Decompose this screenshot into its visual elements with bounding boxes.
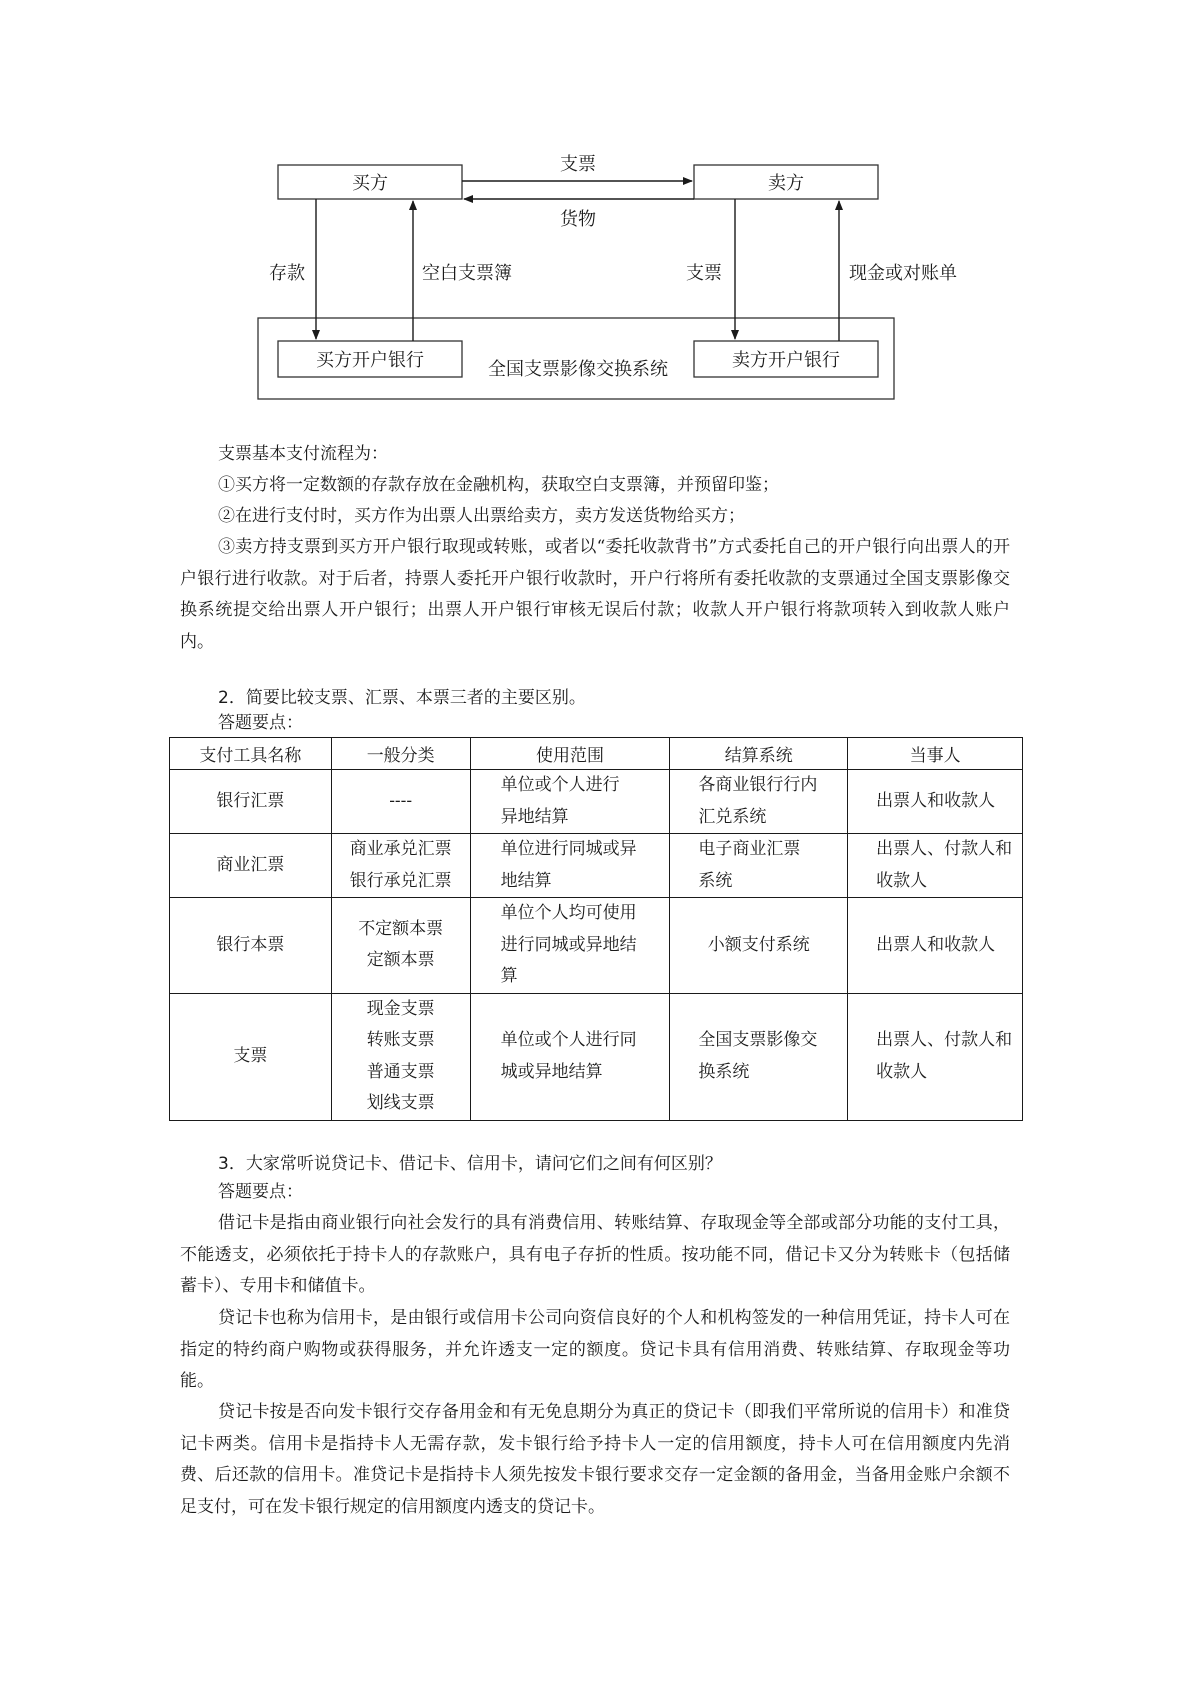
flow-intro: 支票基本支付流程为： [218,444,388,464]
table-row [170,898,1023,994]
question-2-sub: 答题要点： [218,713,303,733]
cell-category: ---- [331,770,470,834]
cell-category: 现金支票 转账支票 普通支票 划线支票 [331,993,470,1120]
cell-system: 全国支票影像交 换系统 [670,993,848,1120]
buyer-bank-label: 买方开户银行 [316,350,424,371]
cell-parties: 出票人和收款人 [848,898,1023,994]
answer-paragraph-3: 贷记卡按是否向发卡银行交存备用金和有无免息期分为真正的贷记卡（即我们平常所说的信用卡）和准贷记卡两类。信用卡是指持卡人无需存款，发卡银行给予持卡人一定的信用额度，持卡人可在信用额度内先消费、后还款的信用卡。准贷记卡是指持卡人须先按发卡银行要求交存一定金额的备用金，当备用金账户余额不足支付，可在发卡银行规定的信用额度内透支的贷记卡。 [180,1402,1010,1517]
question-3-sub: 答题要点： [218,1182,303,1202]
cell-category: 商业承兑汇票 银行承兑汇票 [331,834,470,898]
check-top-label: 支票 [560,154,596,175]
cash-statement-label: 现金或对账单 [849,263,957,284]
cell-parties: 出票人和收款人 [848,770,1023,834]
deposit-label: 存款 [269,263,305,284]
buyer-label: 买方 [352,173,388,194]
cell-name: 银行本票 [170,898,332,994]
question-3-heading: 3．大家常听说贷记卡、借记卡、信用卡，请问它们之间有何区别？ [218,1154,722,1174]
cell-system: 小额支付系统 [670,898,848,994]
cell-name: 支票 [170,993,332,1120]
flow-step-2: ②在进行支付时，买方作为出票人出票给卖方，卖方发送货物给买方； [218,506,745,526]
header-system: 结算系统 [670,738,848,770]
blank-checkbook-label: 空白支票簿 [422,263,512,284]
table-header-row [170,738,1023,770]
table-row [170,834,1023,898]
payment-flow-diagram [0,0,1191,420]
header-parties: 当事人 [848,738,1023,770]
header-category: 一般分类 [331,738,470,770]
system-label: 全国支票影像交换系统 [488,359,668,380]
header-name: 支付工具名称 [170,738,332,770]
question-2-heading: 2．简要比较支票、汇票、本票三者的主要区别。 [218,688,586,708]
header-scope: 使用范围 [470,738,670,770]
cell-name: 银行汇票 [170,770,332,834]
table-row [170,993,1023,1120]
cell-scope: 单位或个人进行同 城或异地结算 [470,993,670,1120]
cell-system: 各商业银行行内 汇兑系统 [670,770,848,834]
table-row [170,770,1023,834]
cell-name: 商业汇票 [170,834,332,898]
cell-parties: 出票人、付款人和 收款人 [848,834,1023,898]
check-right-label: 支票 [686,263,722,284]
seller-bank-label: 卖方开户银行 [732,350,840,371]
cell-parties: 出票人、付款人和 收款人 [848,993,1023,1120]
cell-scope: 单位或个人进行 异地结算 [470,770,670,834]
seller-label: 卖方 [768,173,804,194]
answer-paragraph-1: 借记卡是指由商业银行向社会发行的具有消费信用、转账结算、存取现金等全部或部分功能的支付工具，不能透支，必须依托于持卡人的存款账户，具有电子存折的性质。按功能不同，借记卡又分为转账卡（包括储蓄卡）、专用卡和储值卡。 [180,1213,1010,1296]
cell-category: 不定额本票 定额本票 [331,898,470,994]
flow-step-1: ①买方将一定数额的存款存放在金融机构，获取空白支票簿，并预留印鉴； [218,475,779,495]
cell-scope: 单位进行同城或异 地结算 [470,834,670,898]
goods-label: 货物 [560,209,596,230]
cell-system: 电子商业汇票 系统 [670,834,848,898]
flow-step-3: ③卖方持支票到买方开户银行取现或转账，或者以“委托收款背书”方式委托自己的开户银行向出票人的开户银行进行收款。对于后者，持票人委托开户银行收款时，开户行将所有委托收款的支票通过全国支票影像交换系统提交给出票人开户银行；出票人开户银行审核无误后付款；收款人开户银行将款项转入到收款人账户内。 [180,537,1010,652]
cell-scope: 单位个人均可使用 进行同城或异地结 算 [470,898,670,994]
comparison-table [169,737,1023,1121]
answer-paragraph-2: 贷记卡也称为信用卡，是由银行或信用卡公司向资信良好的个人和机构签发的一种信用凭证，持卡人可在指定的特约商户购物或获得服务，并允许透支一定的额度。贷记卡具有信用消费、转账结算、存取现金等功能。 [180,1308,1010,1391]
